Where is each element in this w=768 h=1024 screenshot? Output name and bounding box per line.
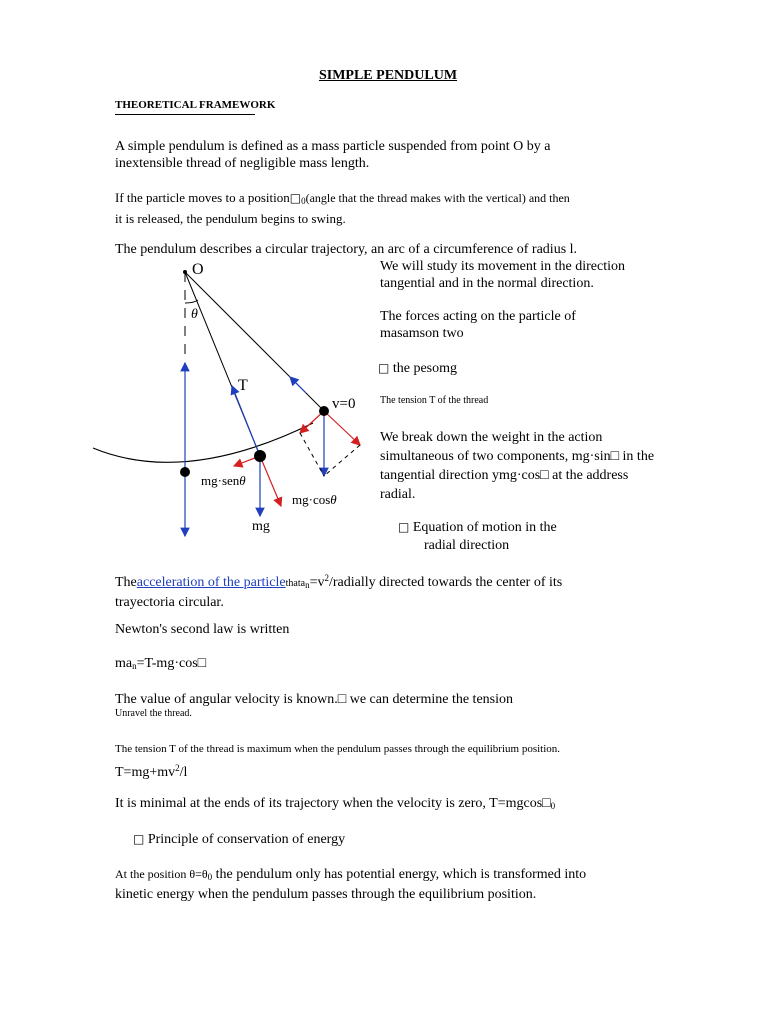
text-minimal: It is minimal at the ends of its trajectory when the velocity is zero, $T=mgcos□_0$ xyxy=(115,796,556,811)
bullet-icon: □ xyxy=(133,832,145,846)
label-O: O xyxy=(192,261,204,278)
label-mgcos: mg·cosθ xyxy=(292,492,337,507)
extreme-radial-arrow xyxy=(324,411,360,445)
text-study: We will study its movement in the direction tangential and in the normal direction. xyxy=(380,259,625,291)
text-tension-max: The tension T of the thread is maximum when the pendulum passes through the equilibrium position. xyxy=(115,743,561,755)
theta-arc xyxy=(185,300,198,303)
bullet-icon: □ xyxy=(378,361,390,375)
paragraph-angular: The value of angular velocity is known.□ we can determine the tension Unravel the thread. xyxy=(115,692,513,719)
label-T: T xyxy=(238,377,248,394)
text-forces: The forces acting on the particle of masamson two xyxy=(380,309,576,341)
acceleration-link[interactable]: acceleration of the particle xyxy=(136,575,286,590)
paragraph-definition: A simple pendulum is defined as a mass particle suspended from point O by a inextensible thread of negligible mass length. xyxy=(115,139,551,171)
label-mgsen: mg·senθ xyxy=(201,473,246,488)
extreme-dashed-1 xyxy=(300,433,324,476)
text-tension-small: The tension T of the thread xyxy=(380,395,489,406)
page-title: SIMPLE PENDULUM xyxy=(318,68,458,83)
text-newton: Newton's second law is written xyxy=(115,622,290,637)
bullet-equation-motion: □ Equation of motion in the radial direction xyxy=(398,520,557,553)
trajectory-arc xyxy=(93,423,313,462)
mg-cos-arrow xyxy=(260,456,281,506)
bullet-icon: □ xyxy=(398,520,410,534)
label-theta: θ xyxy=(191,307,198,322)
tension-arrow xyxy=(232,386,260,456)
paragraph-acceleration: Theacceleration of the $particlethata_n=v^2$/radially directed towards the center of its trayectoria circular. xyxy=(115,573,563,610)
paragraph-trajectory: The pendulum describes a circular trajectory, an arc of a circumference of radius l. xyxy=(115,242,578,257)
bob-displaced xyxy=(254,450,266,462)
equation-t: $T=mg+mv^2/l$ xyxy=(115,763,188,780)
paragraph-position-energy: At the position $\theta=\theta_0$ the pendulum only has potential energy, which is transformed into kinetic energy when the pendulum passes through the equilibrium position. xyxy=(115,867,587,902)
text-breakdown: We break down the weight in the action simultaneous of two components, mg·sin□ in the tangential direction ymg·cos□ at the address radial. xyxy=(380,430,655,502)
bullet-weight: □ the pesomg xyxy=(378,361,457,376)
label-v0: v=0 xyxy=(332,396,356,412)
pivot-point xyxy=(183,270,187,274)
bullet-energy: □ Principle of conservation of energy xyxy=(133,832,346,847)
bob-extreme xyxy=(319,406,329,416)
label-mg: mg xyxy=(252,519,270,534)
bob-equilibrium xyxy=(180,467,190,477)
pendulum-diagram xyxy=(88,258,378,548)
equation-ma: $ma_n=T-mg\cdot\cos□$ xyxy=(115,656,207,671)
thread-arrow xyxy=(290,377,306,393)
section-heading: THEORETICAL FRAMEWORK xyxy=(115,99,276,111)
paragraph-position: If the particle moves to a $position□_0(angle$ that the thread makes with the vertical) and then it is released, the pendulum begins to swing. xyxy=(115,190,570,226)
extreme-dashed-2 xyxy=(324,445,360,476)
heading-underline xyxy=(115,114,255,115)
